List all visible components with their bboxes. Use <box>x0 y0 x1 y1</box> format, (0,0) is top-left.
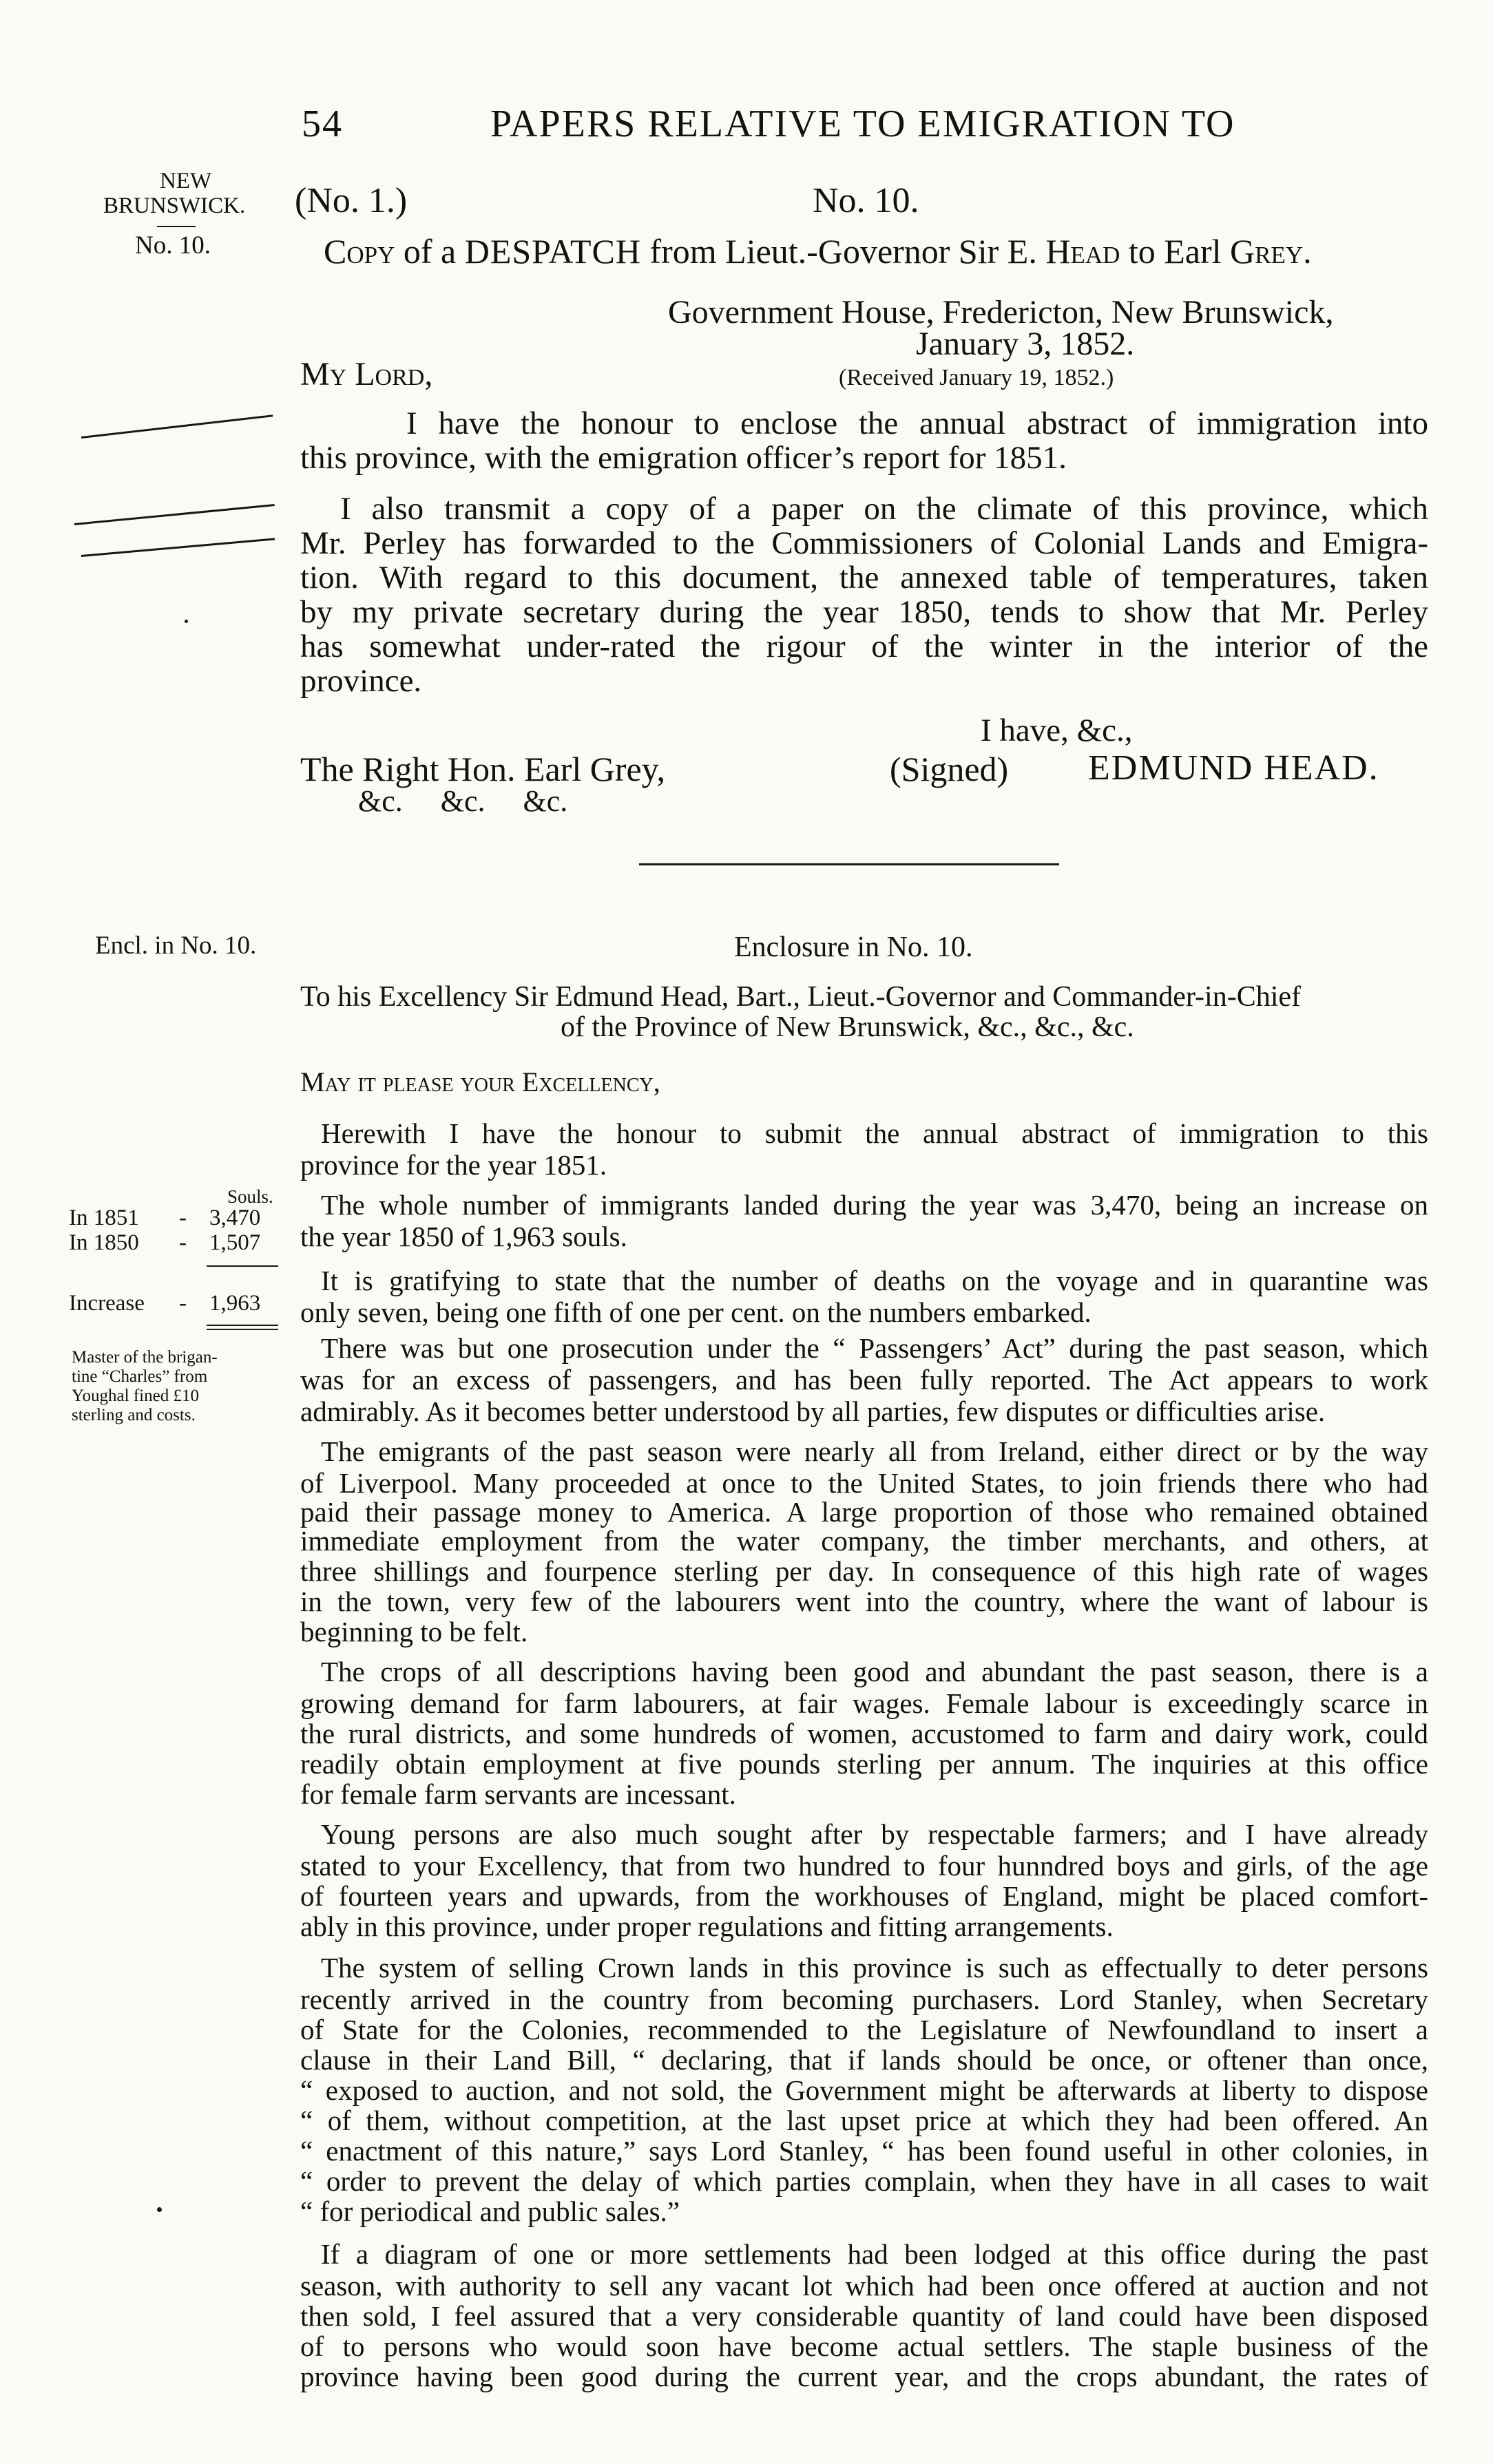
enclosure-para-6-line-3: the rural districts, and some hundreds of women, accustomed to farm and dairy work, could <box>300 1718 1428 1749</box>
stats-increase-value: 1,963 <box>209 1291 261 1316</box>
enclosure-para-7-line-1: Young persons are also much sought after by respectable farmers; and I have already <box>321 1818 1428 1850</box>
title-grey: Grey. <box>1230 232 1312 271</box>
enclosure-para-3-line-1: It is gratifying to state that the number of deaths on the voyage and in quarantine was <box>321 1265 1428 1296</box>
stats-souls-label: Souls. <box>227 1186 273 1207</box>
title-from: from Lieut.-Governor Sir E. <box>649 232 1037 271</box>
enclosure-para-8-line-4: clause in their Land Bill, “ declaring, that if lands should be once, or oftener than once, <box>300 2044 1428 2076</box>
enclosure-para-8-line-6: “ of them, without competition, at the last upset price at which they had been offered. An <box>300 2105 1428 2136</box>
enclosure-para-9-line-3: then sold, I feel assured that a very considerable quantity of land could have been disposed <box>300 2300 1428 2332</box>
stats-double-rule-1 <box>207 1325 278 1326</box>
stats-increase-label: Increase <box>69 1291 145 1316</box>
despatch-series: (No. 1.) <box>295 181 408 220</box>
enclosure-para-8-line-2: recently arrived in the country from becoming purchasers. Lord Stanley, when Secretary <box>300 1983 1428 2015</box>
despatch-closing: I have, &c., <box>981 713 1133 748</box>
stats-1850-value: 1,507 <box>209 1230 261 1255</box>
section-divider <box>639 863 1059 865</box>
enclosure-para-2-line-1: The whole number of immigrants landed during the year was 3,470, being an increase on <box>321 1189 1428 1221</box>
enclosure-para-8-line-8: “ order to prevent the delay of which parties complain, when they have in all cases to wait <box>300 2165 1428 2197</box>
margin-note-line3: Youghal fined £10 <box>72 1387 199 1405</box>
enclosure-address-line2: of the Province of New Brunswick, &c., &c., &c. <box>561 1011 1134 1043</box>
despatch-para2-line3: tion. With regard to this document, the annexed table of temperatures, taken <box>300 560 1428 596</box>
pen-stroke-1 <box>81 414 273 439</box>
enclosure-para-6-line-4: readily obtain employment at five pounds sterling per annum. The inquiries at this office <box>300 1748 1428 1780</box>
title-main: DESPATCH <box>464 232 641 271</box>
stats-1851-value: 3,470 <box>209 1205 261 1230</box>
page-number: 54 <box>302 103 343 145</box>
margin-region-line2: BRUNSWICK. <box>103 193 246 218</box>
enclosure-para-9-line-5: province having been good during the current year, and the crops abundant, the rates of <box>300 2361 1428 2392</box>
enclosure-heading: Enclosure in No. 10. <box>734 931 973 963</box>
despatch-signed: (Signed) <box>890 750 1009 788</box>
enclosure-para-8-line-7: “ enactment of this nature,” says Lord Stanley, “ has been found useful in other colonies, in <box>300 2135 1428 2167</box>
stats-1850-sep: - <box>179 1230 187 1255</box>
despatch-signature: EDMUND HEAD. <box>1088 748 1379 788</box>
enclosure-para-4-line-2: was for an excess of passengers, and has been fully reported. The Act appears to work <box>300 1364 1428 1396</box>
title-copy: Copy <box>324 232 395 271</box>
enclosure-para-8-line-9: “ for periodical and public sales.” <box>300 2196 680 2227</box>
title-head: Head <box>1045 232 1120 271</box>
margin-note-line4: sterling and costs. <box>72 1406 196 1424</box>
enclosure-para-8-line-5: “ exposed to auction, and not sold, the Government might be afterwards at liberty to dispose <box>300 2074 1428 2106</box>
enclosure-para-9-line-4: of to persons who would soon have become actual settlers. The staple business of the <box>300 2330 1428 2362</box>
enclosure-para-7-line-4: ably in this province, under proper regulations and fitting arrangements. <box>300 1910 1114 1942</box>
despatch-para2-line1: I also transmit a copy of a paper on the climate of this province, which <box>340 491 1428 527</box>
despatch-place: Government House, Fredericton, New Brunswick, <box>668 294 1334 330</box>
stats-sum-rule <box>207 1265 278 1267</box>
despatch-salutation: My Lord, <box>300 356 433 392</box>
despatch-received: (Received January 19, 1852.) <box>839 365 1114 390</box>
enclosure-para-5-line-3: paid their passage money to America. A large proportion of those who remained obtained <box>300 1496 1428 1528</box>
enclosure-para-5-line-4: immediate employment from the water company, the timber merchants, and others, at <box>300 1525 1428 1557</box>
enclosure-para-5-line-2: of Liverpool. Many proceeded at once to the United States, to join friends there who had <box>300 1467 1428 1499</box>
stats-1850-label: In 1850 <box>69 1230 139 1255</box>
margin-note-line1: Master of the brigan- <box>72 1348 218 1367</box>
despatch-etc: &c. &c. &c. <box>358 784 568 818</box>
despatch-title <box>324 231 1312 271</box>
despatch-para1-line1: I have the honour to enclose the annual abstract of immigration into <box>406 406 1428 441</box>
margin-short-rule <box>157 226 196 227</box>
running-title: PAPERS RELATIVE TO EMIGRATION TO <box>490 103 1235 145</box>
enclosure-para-6-line-1: The crops of all descriptions having been good and abundant the past season, there is a <box>321 1656 1428 1687</box>
stats-1851-sep: - <box>179 1205 187 1230</box>
ink-dot-lower <box>157 2207 162 2212</box>
enclosure-para-6-line-2: growing demand for farm labourers, at fair wages. Female labour is exceedingly scarce in <box>300 1687 1428 1719</box>
margin-note-line2: tine “Charles” from <box>72 1367 208 1386</box>
enclosure-para-5-line-6: in the town, very few of the labourers went into the country, where the want of labour is <box>300 1586 1428 1617</box>
enclosure-para-4-line-3: admirably. As it becomes better understood by all parties, few disputes or difficulties arise. <box>300 1396 1326 1427</box>
stats-increase-sep: - <box>179 1291 187 1316</box>
enclosure-salutation: May it please your Excellency, <box>300 1066 660 1097</box>
pen-stroke-3 <box>81 538 275 557</box>
enclosure-para-3-line-2: only seven, being one fifth of one per cent. on the numbers embarked. <box>300 1296 1092 1328</box>
enclosure-para-5-line-5: three shillings and fourpence sterling per day. In consequence of this high rate of wages <box>300 1555 1428 1587</box>
despatch-para2-line2: Mr. Perley has forwarded to the Commissioners of Colonial Lands and Emigra- <box>300 525 1428 561</box>
enclosure-para-1-line-2: province for the year 1851. <box>300 1149 607 1181</box>
enclosure-para-9-line-1: If a diagram of one or more settlements had been lodged at this office during the past <box>321 2238 1428 2270</box>
despatch-para2-line6: province. <box>300 663 422 699</box>
enclosure-margin-label: Encl. in No. 10. <box>95 931 257 960</box>
despatch-number: No. 10. <box>813 181 919 220</box>
despatch-para1-line2: this province, with the emigration officer’s report for 1851. <box>300 440 1067 476</box>
enclosure-para-8-line-1: The system of selling Crown lands in this province is such as effectually to deter persons <box>321 1952 1428 1983</box>
enclosure-para-8-line-3: of State for the Colonies, recommended to the Legislature of Newfoundland to insert a <box>300 2014 1428 2045</box>
margin-despatch-number: No. 10. <box>135 231 211 260</box>
despatch-addressee: The Right Hon. Earl Grey, <box>300 750 665 788</box>
title-to: to Earl <box>1128 232 1222 271</box>
enclosure-para-9-line-2: season, with authority to sell any vacant lot which had been once offered at auction and not <box>300 2270 1428 2302</box>
enclosure-para-5-line-1: The emigrants of the past season were nearly all from Ireland, either direct or by the way <box>321 1435 1428 1467</box>
despatch-date: January 3, 1852. <box>916 326 1135 362</box>
enclosure-para-1-line-1: Herewith I have the honour to submit the annual abstract of immigration to this <box>321 1117 1428 1149</box>
enclosure-para-2-line-2: the year 1850 of 1,963 souls. <box>300 1221 627 1252</box>
enclosure-para-5-line-7: beginning to be felt. <box>300 1616 528 1647</box>
pen-stroke-2 <box>74 504 275 525</box>
despatch-para2-line4: by my private secretary during the year 1850, tends to show that Mr. Perley <box>300 594 1428 630</box>
enclosure-para-6-line-5: for female farm servants are incessant. <box>300 1778 736 1810</box>
stats-1851-label: In 1851 <box>69 1205 139 1230</box>
enclosure-para-7-line-3: of fourteen years and upwards, from the workhouses of England, might be placed comfort- <box>300 1880 1428 1912</box>
stats-double-rule-2 <box>207 1329 278 1330</box>
ink-dot <box>185 620 188 623</box>
despatch-para2-line5: has somewhat under-rated the rigour of the winter in the interior of the <box>300 629 1428 664</box>
enclosure-para-7-line-2: stated to your Excellency, that from two hundred to four hunndred boys and girls, of the age <box>300 1850 1428 1882</box>
enclosure-address-line1: To his Excellency Sir Edmund Head, Bart., Lieut.-Governor and Commander-in-Chief <box>300 981 1301 1013</box>
enclosure-para-4-line-1: There was but one prosecution under the “ Passengers’ Act” during the past season, which <box>321 1332 1428 1364</box>
title-of: of a <box>403 232 457 271</box>
margin-region-line1: NEW <box>160 169 212 193</box>
